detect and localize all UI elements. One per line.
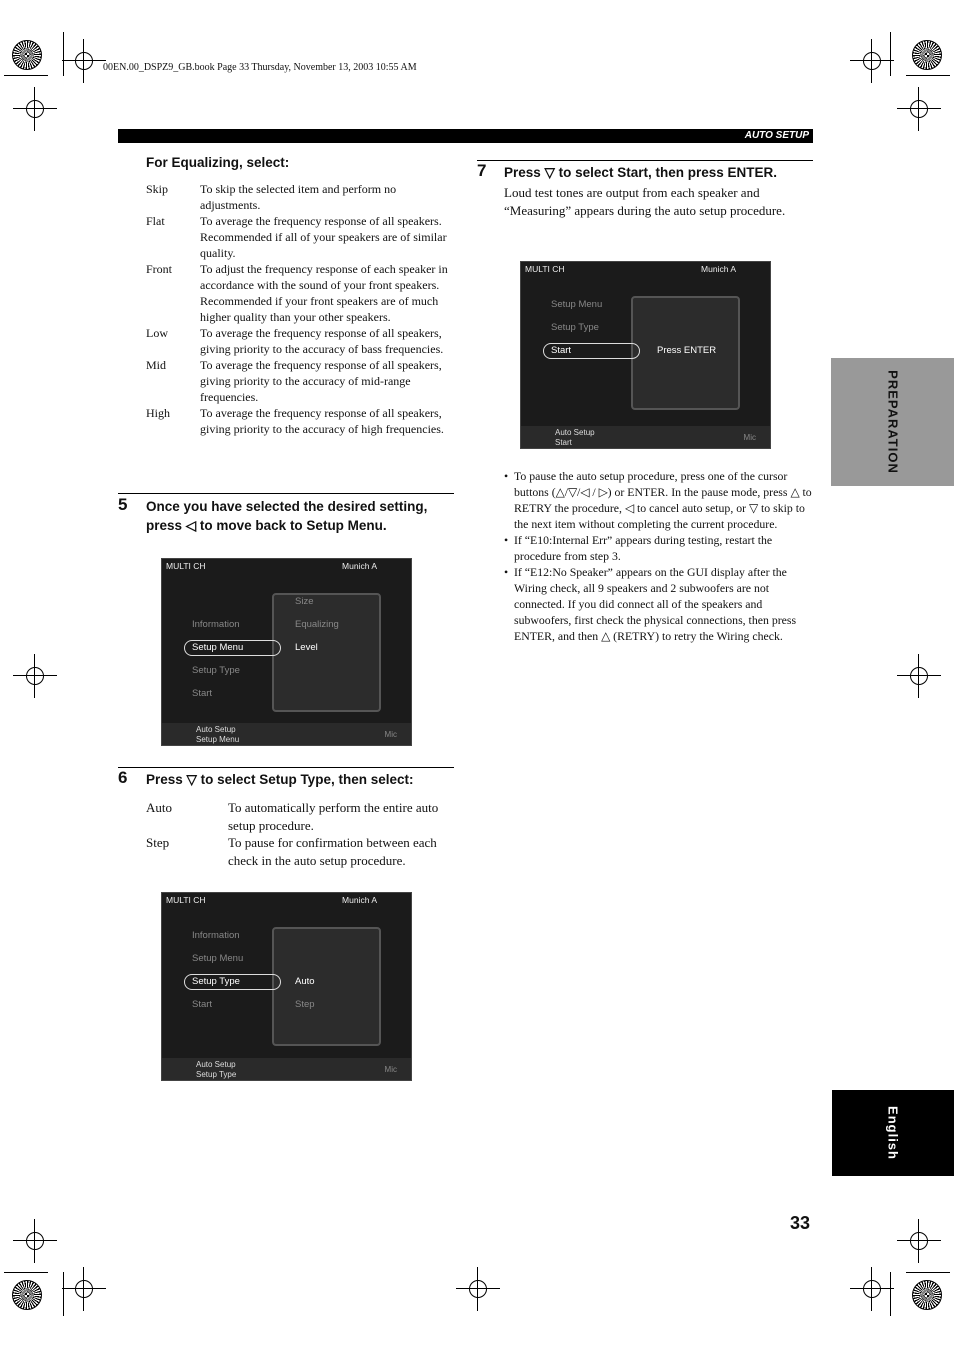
page-number: 33 [790, 1213, 811, 1233]
equalizing-heading: For Equalizing, select: [146, 155, 290, 170]
section-header-label: AUTO SETUP [744, 130, 809, 141]
equalizing-list [146, 181, 454, 437]
book-info: 00EN.00_DSPZ9_GB.book Page 33 Thursday, November 13, 2003 10:55 AM [103, 62, 417, 73]
registration-target-icon [912, 1280, 942, 1310]
definition-desc: To average the frequency response of all speakers, giving priority to the accuracy of high frequencies. [200, 406, 444, 436]
footer-label: Setup Type [196, 1070, 237, 1079]
definition-term: Flat [146, 214, 165, 228]
definition-item [146, 213, 454, 261]
crosshair-mark-icon [469, 1280, 487, 1298]
definition-term: Skip [146, 182, 169, 196]
screen-submenu-panel [272, 927, 381, 1046]
screen-submenu-item: Equalizing [295, 619, 339, 630]
notes-list [504, 468, 814, 644]
definition-desc: To adjust the frequency response of each speaker in accordance with the sound of your front speakers. Recommended if your front speakers are of much higher quality than your other speakers. [200, 262, 448, 324]
footer-label: Auto Setup [555, 428, 595, 437]
screen-menu-item-selected: Start [551, 345, 572, 356]
screen-menu-item: Setup Type [551, 322, 599, 333]
section-side-tab-label: PREPARATION [885, 370, 900, 474]
screen-submenu-item: Step [295, 999, 315, 1010]
crosshair-mark-icon [26, 1232, 44, 1250]
definition-desc: To average the frequency response of all speakers, giving priority to the accuracy of mid-range frequencies. [200, 358, 442, 404]
screen-header [162, 893, 411, 907]
screen-footer-mic: Mic [743, 433, 756, 442]
definition-item [146, 799, 458, 834]
crosshair-mark-icon [75, 1280, 93, 1298]
definition-item [146, 181, 454, 213]
crosshair-mark-icon [910, 667, 928, 685]
step-7-body: Loud test tones are output from each speaker and “Measuring” appears during the auto setup procedure. [504, 185, 786, 218]
crosshair-mark-icon [75, 52, 93, 70]
crop-mark [890, 1272, 891, 1316]
crosshair-mark-icon [863, 1280, 881, 1298]
step-6-instruction: Press ▽ to select Setup Type, then select: [146, 772, 414, 787]
screen-menu-item: Information [192, 930, 240, 941]
crosshair-mark-icon [26, 667, 44, 685]
definition-desc: To skip the selected item and perform no adjustments. [200, 182, 397, 212]
section-side-tab [831, 358, 954, 486]
gui-screen-setup-type [161, 892, 412, 1081]
crosshair-mark-icon [26, 100, 44, 118]
screen-footer-labels [196, 725, 239, 745]
gui-screen-start [520, 261, 771, 449]
screen-submenu-item: Size [295, 596, 314, 607]
step-5-instruction: Once you have selected the desired setting, press ◁ to move back to Setup Menu. [146, 499, 428, 533]
registration-target-icon [12, 1280, 42, 1310]
screen-title: MULTI CH [166, 895, 206, 905]
note-item: • If “E10:Internal Err” appears during testing, restart the procedure from step 3. [504, 532, 814, 564]
section-header-bar [118, 129, 813, 143]
screen-footer-mic: Mic [384, 730, 397, 739]
note-item: • If “E12:No Speaker” appears on the GUI display after the Wiring check, all 9 speakers and 2 subwoofers are not connected. If you did connect all of the speakers and subwoofers, first check the physical connections, then press ENTER, and then △ (RETRY) to retry the Wiring check. [504, 564, 814, 644]
crosshair-mark-icon [910, 100, 928, 118]
screen-panel-text: Press ENTER [657, 345, 717, 356]
definition-term: Step [146, 835, 170, 850]
step-divider [118, 493, 454, 494]
crop-mark [63, 1272, 64, 1316]
screen-location: Munich A [701, 264, 736, 274]
screen-location: Munich A [342, 561, 377, 571]
screen-menu-item-selected: Setup Menu [192, 642, 244, 653]
crosshair-mark-icon [863, 52, 881, 70]
screen-footer [162, 1058, 411, 1080]
definition-item [146, 834, 458, 869]
definition-desc: To pause for confirmation between each check in the auto setup procedure. [228, 835, 437, 868]
definition-term: Auto [146, 800, 172, 815]
step-6-number: 6 [118, 768, 128, 787]
screen-footer-labels [196, 1060, 236, 1080]
definition-desc: To average the frequency response of all speakers. Recommended if all of your speakers are of similar quality. [200, 214, 447, 260]
screen-menu-item: Start [192, 999, 213, 1010]
screen-submenu-panel [272, 593, 381, 712]
screen-footer-labels [555, 428, 595, 448]
screen-title: MULTI CH [525, 264, 565, 274]
screen-title: MULTI CH [166, 561, 206, 571]
definition-term: Mid [146, 358, 167, 372]
crop-mark [906, 75, 950, 76]
screen-menu-item-selected: Setup Type [192, 976, 240, 987]
screen-menu-item: Start [192, 688, 213, 699]
definition-desc: To average the frequency response of all speakers, giving priority to the accuracy of bass frequencies. [200, 326, 444, 356]
screen-footer [162, 723, 411, 745]
crop-mark [890, 32, 891, 76]
step-divider [477, 160, 813, 161]
screen-menu-item: Setup Menu [551, 299, 603, 310]
footer-label: Auto Setup [196, 725, 236, 734]
step-divider [118, 767, 454, 768]
definition-desc: To automatically perform the entire auto setup procedure. [228, 800, 439, 833]
definition-item [146, 261, 454, 325]
definition-term: Low [146, 326, 168, 340]
step-7-number: 7 [477, 161, 487, 180]
step-5-number: 5 [118, 495, 128, 514]
language-tab-label: English [885, 1106, 901, 1160]
screen-footer-mic: Mic [384, 1065, 397, 1074]
definition-term: High [146, 406, 170, 420]
screen-location: Munich A [342, 895, 377, 905]
registration-target-icon [12, 40, 42, 70]
screen-menu-item: Setup Menu [192, 953, 244, 964]
language-tab [832, 1090, 954, 1176]
screen-menu-item: Setup Type [192, 665, 240, 676]
gui-screen-setup-menu [161, 558, 412, 746]
screen-header [521, 262, 770, 276]
footer-label: Setup Menu [196, 735, 240, 744]
screen-header [162, 559, 411, 573]
definition-item [146, 325, 454, 357]
setup-type-list [146, 799, 458, 869]
definition-term: Front [146, 262, 173, 276]
screen-submenu-item-selected: Auto [295, 976, 315, 987]
step-7-instruction: Press ▽ to select Start, then press ENTER. [504, 165, 777, 180]
footer-label: Auto Setup [196, 1060, 236, 1069]
screen-menu-item: Information [192, 619, 240, 630]
note-item: • To pause the auto setup procedure, press one of the cursor buttons (△/▽/◁ / ▷) or ENTER. In the pause mode, press △ to RETRY the procedure, ◁ to cancel auto setup, or ▽ to skip to the next item without completing the current procedure. [504, 468, 814, 532]
crop-mark [906, 1272, 950, 1273]
crop-mark [4, 75, 48, 76]
crop-mark [63, 32, 64, 76]
registration-target-icon [912, 40, 942, 70]
crosshair-mark-icon [910, 1232, 928, 1250]
definition-item [146, 405, 454, 437]
definition-item [146, 357, 454, 405]
screen-submenu-item-selected: Level [295, 642, 318, 653]
crop-mark [4, 1272, 48, 1273]
screen-footer [521, 426, 770, 448]
footer-label: Start [555, 438, 572, 447]
